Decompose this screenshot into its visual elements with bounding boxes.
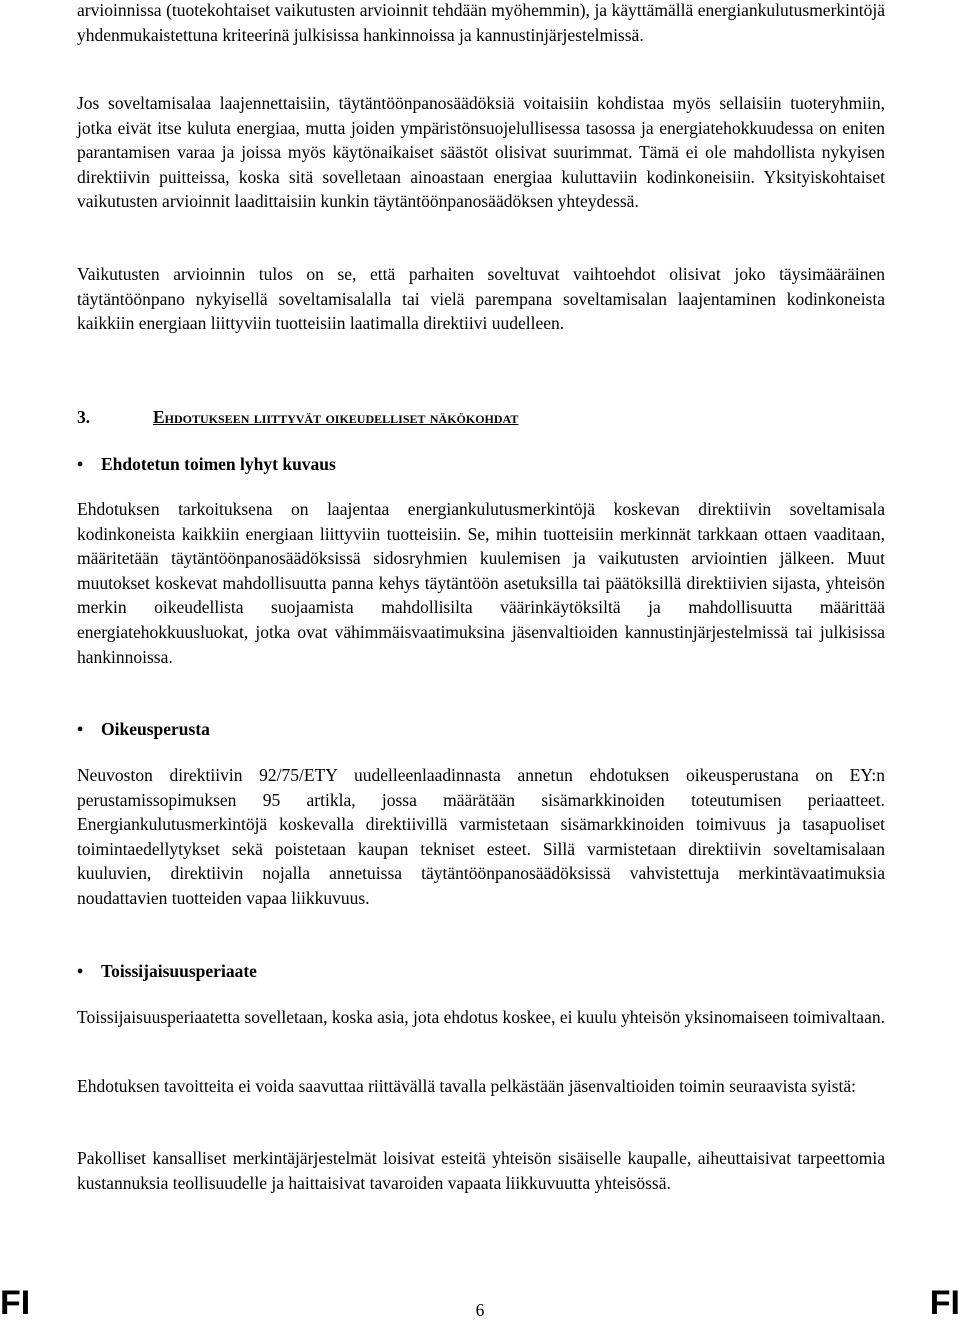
bullet-label: Toissijaisuusperiaate	[101, 961, 257, 981]
footer-language-code-right: FI	[929, 1284, 960, 1322]
bullet-heading-subsidiarity	[77, 959, 257, 983]
paragraph-subsidiarity: Toissijaisuusperiaatetta sovelletaan, koska asia, jota ehdotus koskee, ei kuulu yhteisön yksinomaiseen toimivaltaan.	[77, 1007, 885, 1027]
paragraph-scope-extension: Jos soveltamisalaa laajennettaisiin, täytäntöönpanosäädöksiä voitaisiin kohdistaa myös sellaisiin tuoteryhmiin, jotka eivät itse kuluta energiaa, mutta joiden ympäristönsuojelullisessa tasossa ja energiatehokkuudessa on eniten parantamisen varaa ja joissa myös käytönaikaiset säästöt olisivat suurimmat. Tämä ei ole mahdollista nykyisen direktiivin puitteissa, koska sitä sovelletaan ainoastaan energiaa kuluttaviin kodinkoneisiin. Yksityiskohtaiset vaikutusten arvioinnit laadittaisiin kunkin täytäntöönpanosäädöksen yhteydessä.	[77, 93, 885, 212]
page-number: 6	[475, 1300, 485, 1320]
paragraph-national-schemes: Pakolliset kansalliset merkintäjärjestelmät loisivat esteitä yhteisön sisäiselle kaupalle, aiheuttaisivat tarpeettomia kustannuksia teollisuudelle ja haittaisivat tavaroiden vapaata liikkuvuutta yhteisössä.	[77, 1148, 885, 1193]
bullet-label: Ehdotetun toimen lyhyt kuvaus	[101, 454, 336, 474]
footer-language-code-left: FI	[0, 1284, 31, 1322]
bullet-icon: •	[77, 719, 84, 739]
section-heading	[77, 405, 518, 429]
section-number: 3.	[77, 407, 91, 427]
paragraph-description: Ehdotuksen tarkoituksena on laajentaa energiankulutusmerkintöjä koskevan direktiivin soveltamisala kodinkoneista kaikkiin energiaan liittyviin tuotteisiin. Se, mihin tuotteisiin merkinnät tarkkaan ottaen vaaditaan, määritetään täytäntöönpanosäädöksissä sidosryhmien kuulemisen ja vaikutusten arviointien jälkeen. Muut muutokset koskevat mahdollisuutta panna kehys täytäntöön asetuksilla tai päätöksillä direktiivien sijasta, yhteisön merkin oikeudellista suojaamista mahdollisilta väärinkäytöksiltä ja mahdollisuutta määrittää energiatehokkuusluokat, jotka ovat vähimmäisvaatimuksina jäsenvaltioiden kannustinjärjestelmissä tai julkisissa hankinnoissa.	[77, 499, 885, 667]
bullet-icon: •	[77, 454, 84, 474]
paragraph-intro-continuation: arvioinnissa (tuotekohtaiset vaikutusten arvioinnit tehdään myöhemmin), ja käyttämällä energiankulutusmerkintöjä yhdenmukaistettuna kriteerinä julkisissa hankinnoissa ja kannustinjärjestelmissä.	[77, 0, 885, 45]
paragraph-legal-basis: Neuvoston direktiivin 92/75/ETY uudelleenlaadinnasta annetun ehdotuksen oikeusperustana on EY:n perustamissopimuksen 95 artikla, jossa määrätään sisämarkkinoiden toteutumisen periaatteet. Energiankulutusmerkintöjä koskevalla direktiivillä varmistetaan sisämarkkinoiden toimivuus ja tasapuoliset toimintaedellytykset sekä poistetaan kaupan tekniset esteet. Sillä varmistetaan direktiivin soveltamisalaan kuuluvien, direktiivin nojalla annetuissa täytäntöönpanosäädöksissä vahvistettuja merkintävaatimuksia noudattavien tuotteiden vapaa liikkuvuus.	[77, 765, 885, 908]
bullet-label: Oikeusperusta	[101, 719, 210, 739]
bullet-heading-description	[77, 452, 336, 476]
paragraph-objectives: Ehdotuksen tavoitteita ei voida saavuttaa riittävällä tavalla pelkästään jäsenvaltioiden toimin seuraavista syistä:	[77, 1076, 856, 1096]
section-title: Ehdotukseen liittyvät oikeudelliset näkökohdat	[153, 407, 519, 427]
bullet-icon: •	[77, 961, 84, 981]
bullet-heading-legal-basis	[77, 717, 210, 741]
paragraph-impact-assessment: Vaikutusten arvioinnin tulos on se, että parhaiten soveltuvat vaihtoehdot olisivat joko täysimääräinen täytäntöönpano nykyisellä soveltamisalalla tai vielä parempana soveltamisalan laajentaminen kodinkoneista kaikkiin energiaan liittyviin tuotteisiin laatimalla direktiivi uudelleen.	[77, 264, 885, 334]
